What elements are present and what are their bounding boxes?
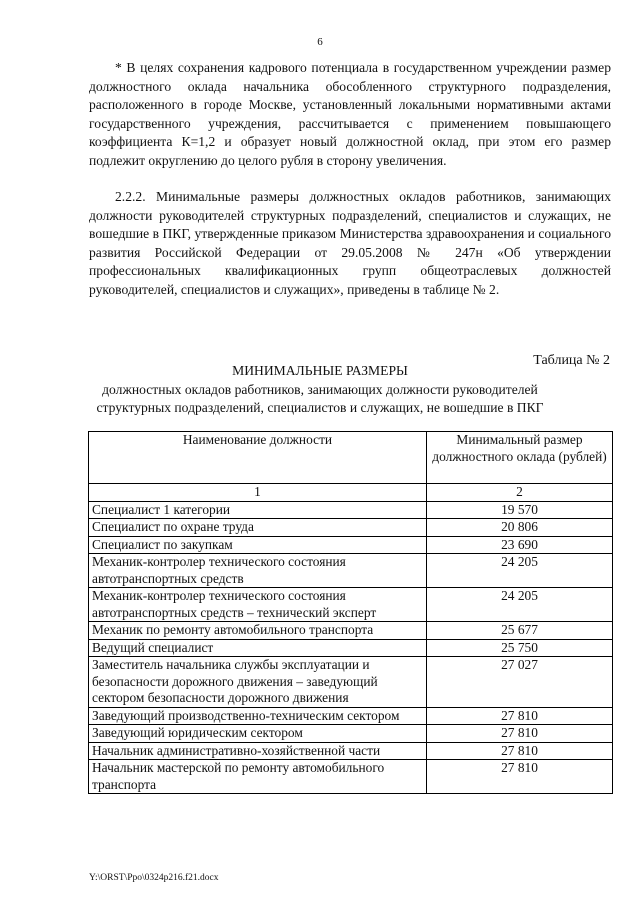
row-position-name: Заместитель начальника службы эксплуатации и безопасности дорожного движения – заведующий сектором безопасности дорожного движения bbox=[89, 657, 427, 708]
row-position-name: Механик-контролер технического состояния автотранспортных средств – технический эксперт bbox=[89, 588, 427, 622]
row-salary: 25 677 bbox=[427, 622, 613, 640]
table-row bbox=[89, 622, 613, 640]
row-salary: 25 750 bbox=[427, 639, 613, 657]
column-number-1: 1 bbox=[89, 484, 427, 502]
row-salary: 19 570 bbox=[427, 501, 613, 519]
table-row bbox=[89, 536, 613, 554]
table-row bbox=[89, 760, 613, 794]
page-number: 6 bbox=[317, 36, 323, 48]
table-row bbox=[89, 588, 613, 622]
header-min-salary: Минимальный размер должностного оклада (рублей) bbox=[427, 432, 613, 484]
row-position-name: Начальник мастерской по ремонту автомобильного транспорта bbox=[89, 760, 427, 794]
row-salary: 27 810 bbox=[427, 742, 613, 760]
row-position-name: Механик по ремонту автомобильного транспорта bbox=[89, 622, 427, 640]
row-position-name: Механик-контролер технического состояния автотранспортных средств bbox=[89, 554, 427, 588]
table-row bbox=[89, 742, 613, 760]
file-path-footer: Y:\ORST\Ppo\0324p216.f21.docx bbox=[89, 873, 219, 883]
table-header-row bbox=[89, 432, 613, 484]
header-position-name: Наименование должности bbox=[89, 432, 427, 484]
row-salary: 23 690 bbox=[427, 536, 613, 554]
row-salary: 27 810 bbox=[427, 707, 613, 725]
row-salary: 20 806 bbox=[427, 519, 613, 537]
salary-table bbox=[88, 431, 613, 794]
table-heading-subtitle: должностных окладов работников, занимающих должности руководителей структурных подразделений, специалистов и служащих, не вошедшие в ПКГ bbox=[96, 381, 544, 415]
table-heading bbox=[0, 362, 640, 418]
paragraph-2-2-2: 2.2.2. Минимальные размеры должностных окладов работников, занимающих должности руководителей структурных подразделений, специалистов и служащих, не вошедшие в ПКГ, утвержденные приказом Министерства здравоохранения и социального развития Российской Федерации от 29.05.2008 № 247н «Об утверждении профессиональных квалификационных групп общеотраслевых должностей руководителей, специалистов и служащих», приведены в таблице № 2. bbox=[89, 189, 611, 297]
paragraph-footnote: * В целях сохранения кадрового потенциала в государственном учреждении размер должностного оклада начальника обособленного структурного подразделения, расположенного в городе Москве, установленный локальными нормативными актами государственного учреждения, рассчитывается с применением повышающего коэффициента К=1,2 и образует новый должностной оклад, при этом его размер подлежит округлению до целого рубля в сторону увеличения. bbox=[89, 60, 611, 168]
row-position-name: Заведующий юридическим сектором bbox=[89, 725, 427, 743]
row-position-name: Ведущий специалист bbox=[89, 639, 427, 657]
row-salary: 27 810 bbox=[427, 725, 613, 743]
table-row bbox=[89, 639, 613, 657]
table-heading-title: МИНИМАЛЬНЫЕ РАЗМЕРЫ bbox=[232, 363, 408, 378]
table-row bbox=[89, 554, 613, 588]
table-column-numbers-row bbox=[89, 484, 613, 502]
table-row bbox=[89, 725, 613, 743]
row-position-name: Специалист по охране труда bbox=[89, 519, 427, 537]
row-position-name: Начальник административно-хозяйственной части bbox=[89, 742, 427, 760]
row-position-name: Заведующий производственно-техническим сектором bbox=[89, 707, 427, 725]
row-salary: 24 205 bbox=[427, 588, 613, 622]
table-row bbox=[89, 707, 613, 725]
column-number-2: 2 bbox=[427, 484, 613, 502]
row-salary: 27 027 bbox=[427, 657, 613, 708]
table-row bbox=[89, 657, 613, 708]
table-label: Таблица № 2 bbox=[533, 353, 610, 368]
row-position-name: Специалист по закупкам bbox=[89, 536, 427, 554]
row-position-name: Специалист 1 категории bbox=[89, 501, 427, 519]
table-row bbox=[89, 501, 613, 519]
row-salary: 24 205 bbox=[427, 554, 613, 588]
row-salary: 27 810 bbox=[427, 760, 613, 794]
table-row bbox=[89, 519, 613, 537]
